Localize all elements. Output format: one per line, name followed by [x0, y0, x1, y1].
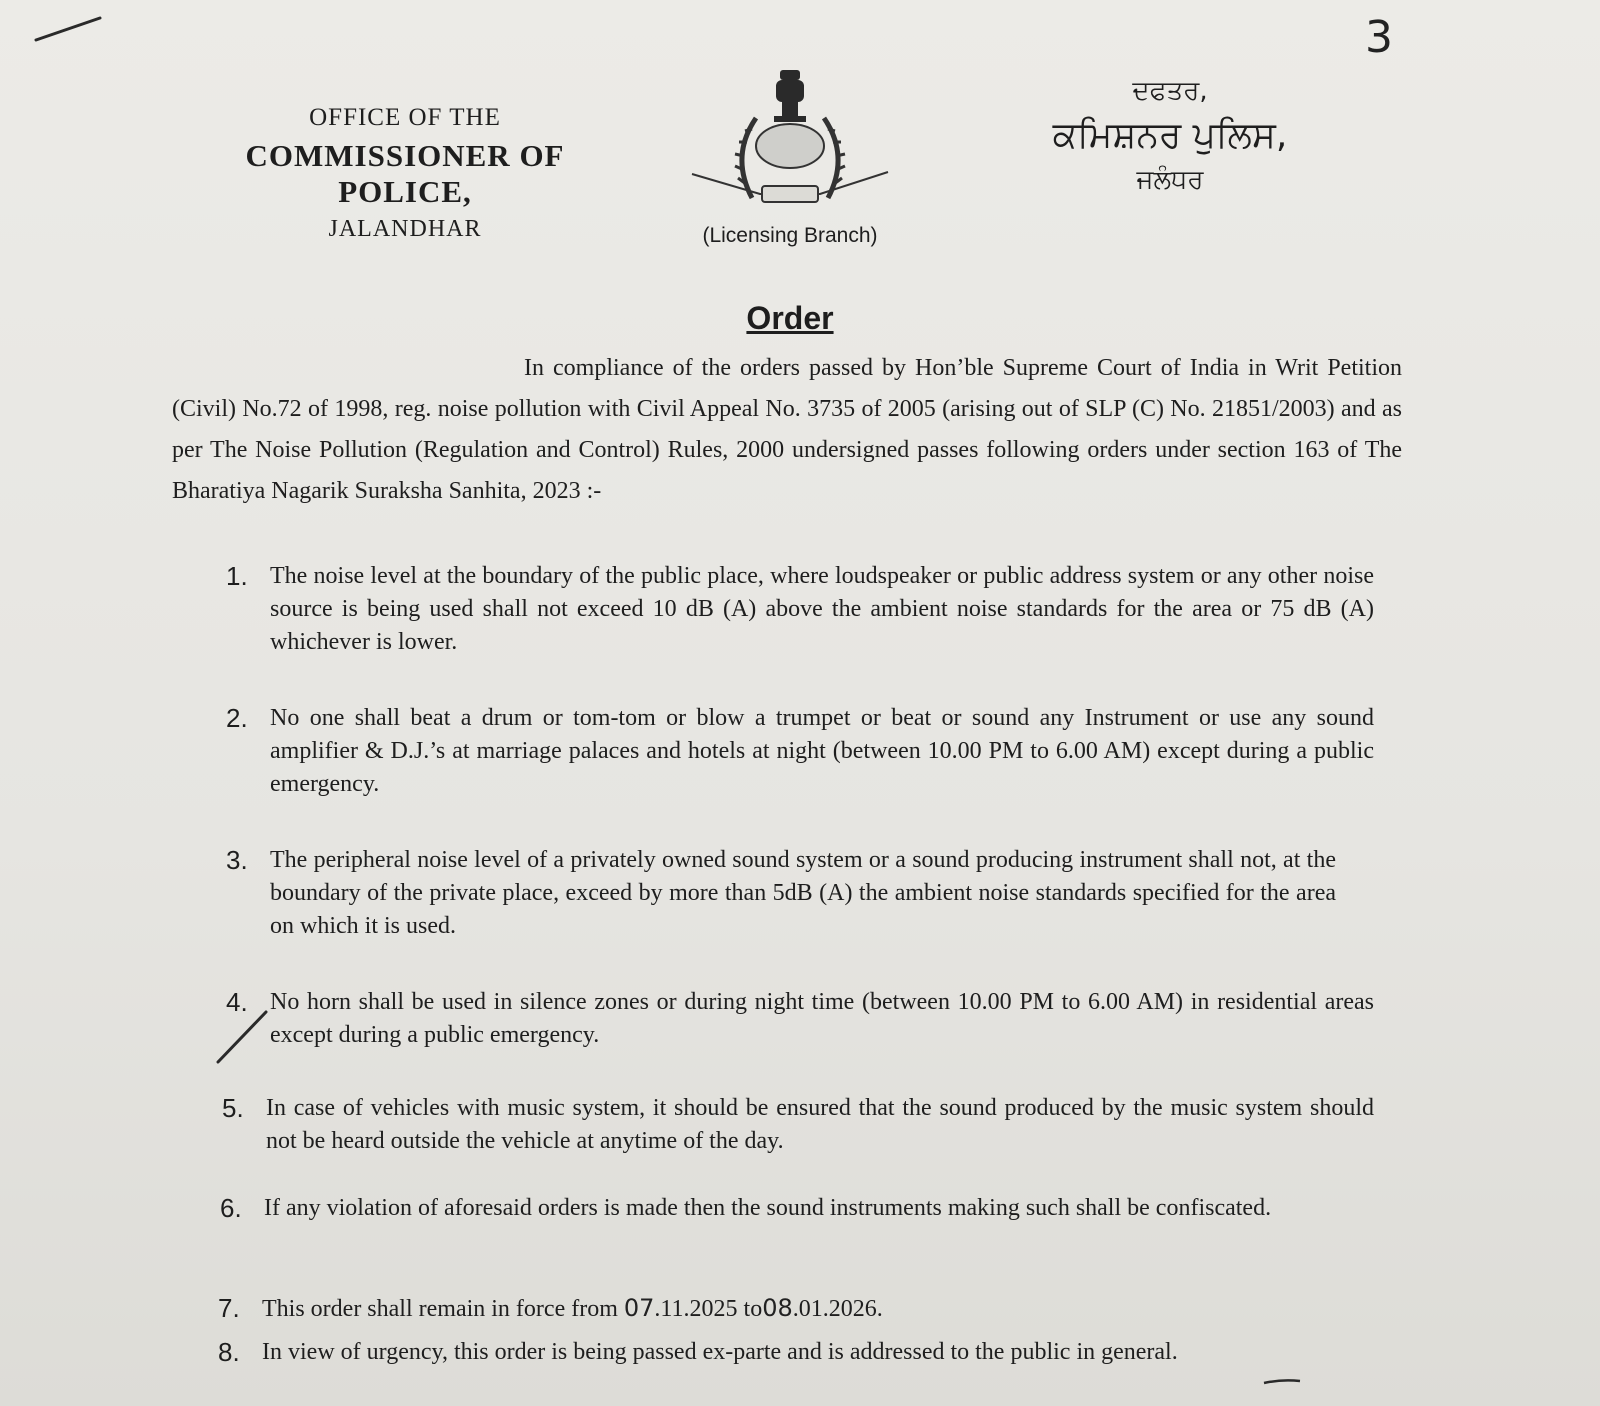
header-commissioner-line: COMMISSIONER OF POLICE,	[245, 138, 565, 209]
police-emblem-icon	[690, 66, 890, 216]
handwritten-tick-mark	[216, 1008, 276, 1064]
item-number: 2.	[226, 703, 248, 733]
item-text: If any violation of aforesaid orders is made then the sound instruments making such shall be confiscated.	[264, 1195, 1272, 1221]
item-number: 7.	[218, 1293, 240, 1323]
order-item-2	[226, 702, 1374, 801]
header-left	[195, 104, 615, 243]
item-number: 1.	[226, 561, 248, 591]
order-item-4	[226, 986, 1374, 1052]
handwritten-to-day: 08	[762, 1294, 793, 1322]
branch-label: (Licensing Branch)	[702, 224, 878, 247]
header-punjabi-office: ਦਫਤਰ,	[1132, 76, 1208, 106]
order-item-7	[218, 1292, 1374, 1326]
order-item-5	[222, 1092, 1374, 1158]
pen-stroke-mark	[34, 14, 104, 44]
order-title: Order	[746, 300, 834, 336]
header-city-line: JALANDHAR	[328, 216, 482, 242]
item-7-to-rest: .01.2026.	[792, 1296, 883, 1322]
item-number: 5.	[222, 1093, 244, 1123]
item-number: 6.	[220, 1193, 242, 1223]
order-item-8	[218, 1336, 1374, 1369]
item-text	[262, 1292, 1374, 1326]
intro-paragraph	[172, 348, 1402, 512]
order-item-3	[226, 844, 1336, 943]
item-text: No horn shall be used in silence zones or during night time (between 10.00 PM to 6.00 AM) in residential areas except during a public emergency.	[270, 989, 1374, 1048]
header-right-punjabi	[1030, 76, 1310, 196]
header-office-line: OFFICE OF THE	[309, 104, 501, 131]
item-number: 3.	[226, 845, 248, 875]
item-7-text-start: This order shall remain in force from	[262, 1296, 624, 1322]
item-text: The noise level at the boundary of the public place, where loudspeaker or public address system or any other noise source is being used shall not exceed 10 dB (A) above the ambient noise standards for the area or 75 dB (A) whichever is lower.	[270, 563, 1374, 655]
handwritten-from-day: 07	[623, 1294, 655, 1322]
item-number: 4.	[226, 987, 248, 1017]
header-punjabi-city: ਜਲੰਧਰ	[1136, 165, 1204, 195]
handwritten-page-number: 3	[1365, 12, 1393, 63]
intro-text: In compliance of the orders passed by Hon’ble Supreme Court of India in Writ Petition (Civil) No.72 of 1998, reg. noise pollution with Civil Appeal No. 3735 of 2005 (arising out of SLP (C) No. 21851/2003) and as per The Noise Pollution (Regulation and Control) Rules, 2000 undersigned passes following orders under section 163 of The Bharatiya Nagarik Suraksha Sanhita, 2023 :-	[172, 355, 1402, 504]
item-text: The peripheral noise level of a privately owned sound system or a sound producing instrument shall not, at the boundary of the private place, exceed by more than 5dB (A) the ambient noise standards specified for the area on which it is used.	[270, 847, 1336, 939]
item-7-from-rest: .11.2025 to	[654, 1296, 763, 1322]
header-punjabi-commissioner: ਕਮਿਸ਼ਨਰ ਪੁਲਿਸ,	[1052, 115, 1288, 156]
item-text: In case of vehicles with music system, it should be ensured that the sound produced by the music system should not be heard outside the vehicle at anytime of the day.	[266, 1095, 1374, 1154]
item-text: In view of urgency, this order is being passed ex-parte and is addressed to the public in general.	[262, 1339, 1178, 1365]
order-item-6	[220, 1192, 1374, 1225]
order-item-1	[226, 560, 1374, 659]
item-text: No one shall beat a drum or tom-tom or blow a trumpet or beat or sound any Instrument or use any sound amplifier & D.J.’s at marriage palaces and hotels at night (between 10.00 PM to 6.00 AM) except during a public emergency.	[270, 705, 1374, 797]
item-number: 8.	[218, 1337, 240, 1367]
pen-underline-mark	[1262, 1375, 1302, 1389]
